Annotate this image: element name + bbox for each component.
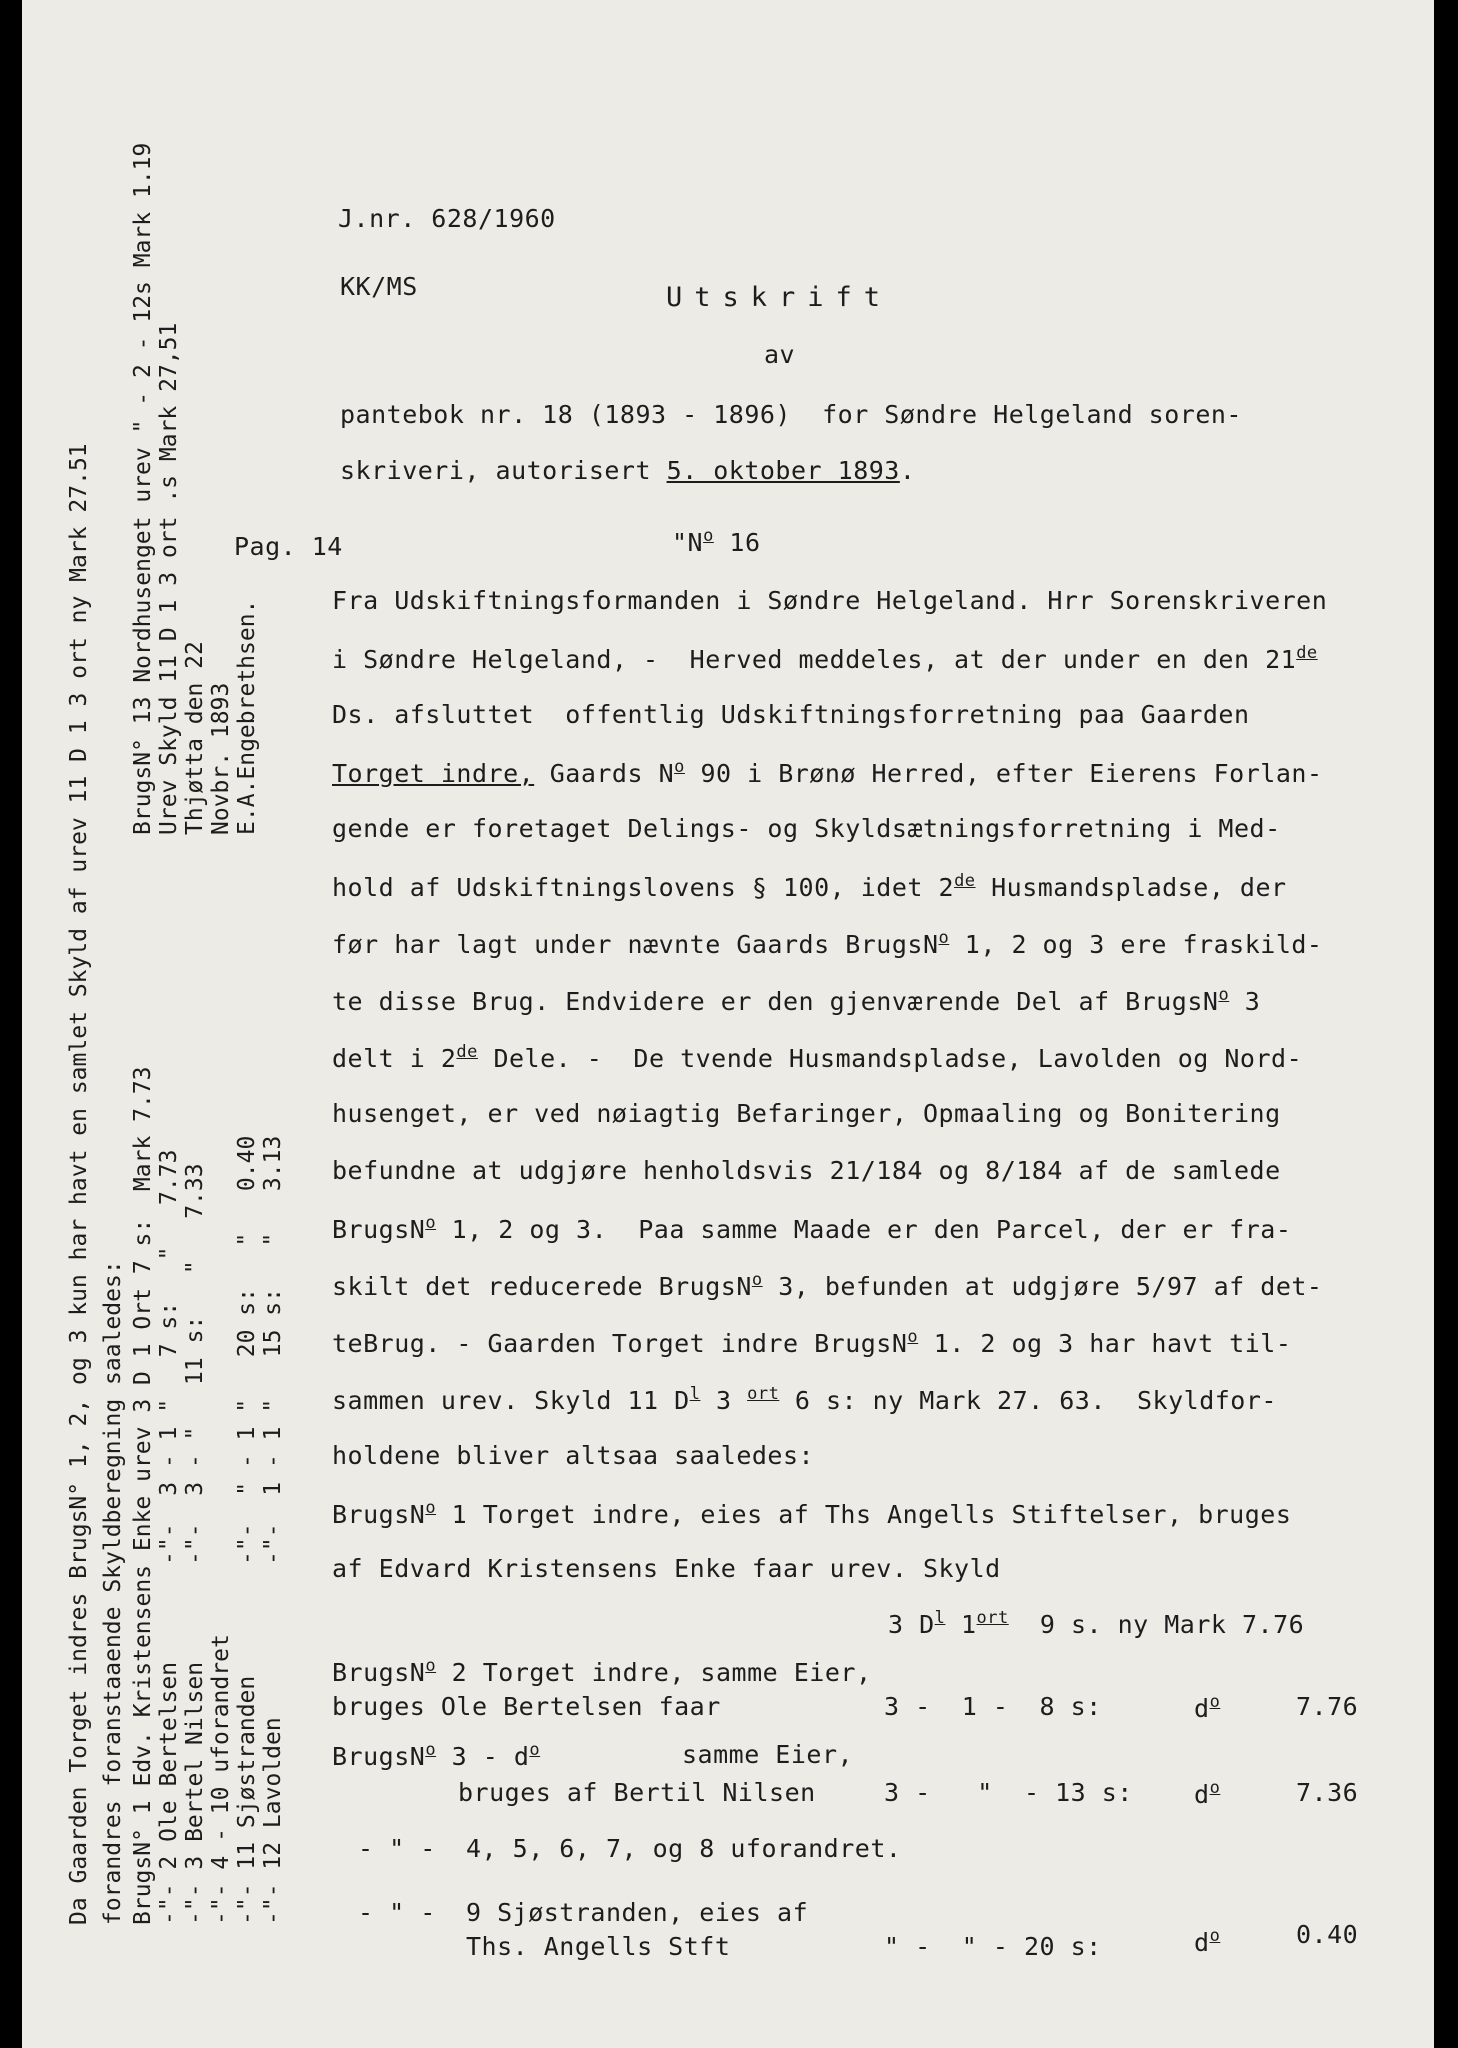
margin-note-line-4: -"- 2 Ole Bertelsen -"- 3 - 1 " 7 s: " 7.73 [156, 1149, 182, 1925]
table-row-3-mark: 7.36 [1296, 1778, 1359, 1807]
margin-note-line-6: -"- 4 - 10 uforandret [208, 1634, 234, 1925]
body-line-6: hold af Udskiftningslovens § 100, idet 2de Husmandspladse, der [332, 871, 1287, 902]
margin-note-line-10: Urev Skyld 11 D 1 3 ort .s Mark 27,51 [156, 322, 182, 835]
body-line-16: holdene bliver altsaa saaledes: [332, 1441, 815, 1470]
initials: KK/MS [340, 272, 418, 301]
page-reference: Pag. 14 [234, 532, 343, 561]
margin-note-line-13: E.A.Engebrethsen. [234, 599, 260, 835]
body-line-19: 3 $D^l$ $1^{ort}$ 9 s. ny Mark 7.76 [888, 1608, 1305, 1639]
body-line-3: Ds. afsluttet offentlig Udskiftningsforretning paa Gaarden [332, 700, 1250, 729]
table-row-3-owner: samme Eier, [682, 1740, 854, 1769]
body-line-2: i Søndre Helgeland, - Herved meddeles, at der under en den 21de [332, 643, 1318, 674]
intro-line-1: pantebok nr. 18 (1893 - 1896) for Søndre Helgeland soren- [340, 400, 1242, 429]
margin-note-line-11: Thjøtta den 22 [182, 641, 208, 835]
margin-note-line-9: BrugsN° 13 Nordhusenget urev " - 2 - 12s Mark 1.19 [130, 142, 156, 835]
table-row-9-ditto-mark: $d^o$ [1194, 1926, 1221, 1957]
table-row-9-line-2: Ths. Angells Stft [466, 1932, 731, 1961]
body-line-9: delt i 2de Dele. - De tvende Husmandspladse, Lavolden og Nord- [332, 1042, 1303, 1073]
body-line-13: skilt det reducerede BrugsN$^o$ 3, befunden at udgjøre 5/97 af det- [332, 1270, 1323, 1301]
margin-note-line-2: forandres foranstaaende Skyldberegning saaledes: [100, 1260, 126, 1925]
table-row-3-line-2: bruges af Bertil Nilsen [458, 1778, 816, 1807]
margin-note-line-3: BrugsN° 1 Edv. Kristensens Enke urev 3 D 1 Ort 7 s: Mark 7.73 [130, 1066, 156, 1925]
intro-line-2: skriveri, autorisert 5. oktober 1893. [340, 456, 916, 485]
body-line-18: af Edvard Kristensens Enke faar urev. Skyld [332, 1554, 1001, 1583]
body-line-17: BrugsN$^o$ 1 Torget indre, eies af Ths Angells Stiftelser, bruges [332, 1498, 1292, 1529]
margin-note-line-5: -"- 3 Bertel Nilsen -"- 3 - " 11 s: " 7.33 [182, 1163, 208, 1925]
body-line-5: gende er foretaget Delings- og Skyldsætningsforretning i Med- [332, 814, 1281, 843]
body-line-4: Torget indre, Gaards $N^o$ 90 i Brønø Herred, efter Eierens Forlan- [332, 757, 1323, 788]
body-line-11: befundne at udgjøre henholdsvis 21/184 og 8/184 af de samlede [332, 1156, 1281, 1185]
margin-note-line-1: Da Gaarden Torget indres BrugsN° 1, 2, og 3 kun har havt en samlet Skyld af urev 11 D 1 3 ort ny Mark 27.51 [66, 443, 92, 1925]
entry-number: "$N^o$ 16 [672, 526, 761, 557]
table-row-9-ditto: - " - [358, 1898, 436, 1927]
table-row-2-ditto: $d^o$ [1194, 1692, 1221, 1723]
table-row-2-line-1: BrugsN$^o$ 2 Torget indre, samme Eier, [332, 1656, 872, 1687]
title-av: av [764, 340, 796, 369]
body-line-14: teBrug. - Gaarden Torget indre BrugsN$^o$ 1. 2 og 3 har havt til- [332, 1327, 1292, 1358]
table-row-3-ditto: $d^o$ [1194, 1778, 1221, 1809]
body-line-10: husenget, er ved nøiagtig Befaringer, Opmaaling og Bonitering [332, 1099, 1281, 1128]
body-line-12: BrugsN$^o$ 1, 2 og 3. Paa samme Maade er den Parcel, der er fra- [332, 1213, 1292, 1244]
table-row-2-mark: 7.76 [1296, 1692, 1359, 1721]
body-line-8: te disse Brug. Endvidere er den gjenværende Del af BrugsN$^o$ 3 [332, 985, 1261, 1016]
table-row-3-skyld: 3 - " - 13 s: [884, 1778, 1133, 1807]
table-row-9-skyld: " - " - 20 s: [884, 1932, 1102, 1961]
margin-note-line-7: -"- 11 Sjøstranden -"- " - 1 " 20 s: " 0.40 [234, 1135, 260, 1925]
table-row-4-text: 4, 5, 6, 7, og 8 uforandret. [466, 1834, 902, 1863]
journal-number: J.nr. 628/1960 [338, 204, 556, 233]
table-row-9-line-1: 9 Sjøstranden, eies af [466, 1898, 809, 1927]
margin-note-line-8: -"- 12 Lavolden -"- 1 - 1 " 15 s: " 3.13 [260, 1135, 286, 1925]
table-row-3-line-1: BrugsN$^o$ $3 - d^o$ [332, 1740, 541, 1771]
table-row-4-ditto: - " - [358, 1834, 436, 1863]
document-page [22, 0, 1434, 2048]
table-row-2-line-2: bruges Ole Bertelsen faar [332, 1692, 721, 1721]
table-row-2-skyld: 3 - 1 - 8 s: [884, 1692, 1102, 1721]
document-title: Utskrift [666, 282, 893, 313]
margin-note-line-12: Novbr. 1893 [208, 682, 234, 835]
body-line-15: sammen urev. Skyld 11 $D^l$ 3 $^{ort}$ 6 s: ny Mark 27. 63. Skyldfor- [332, 1384, 1277, 1415]
body-line-7: før har lagt under nævnte Gaards BrugsN$^o$ 1, 2 og 3 ere fraskild- [332, 928, 1323, 959]
body-line-1: Fra Udskiftningsformanden i Søndre Helgeland. Hrr Sorenskriveren [332, 586, 1328, 615]
table-row-9-mark: 0.40 [1296, 1920, 1359, 1949]
